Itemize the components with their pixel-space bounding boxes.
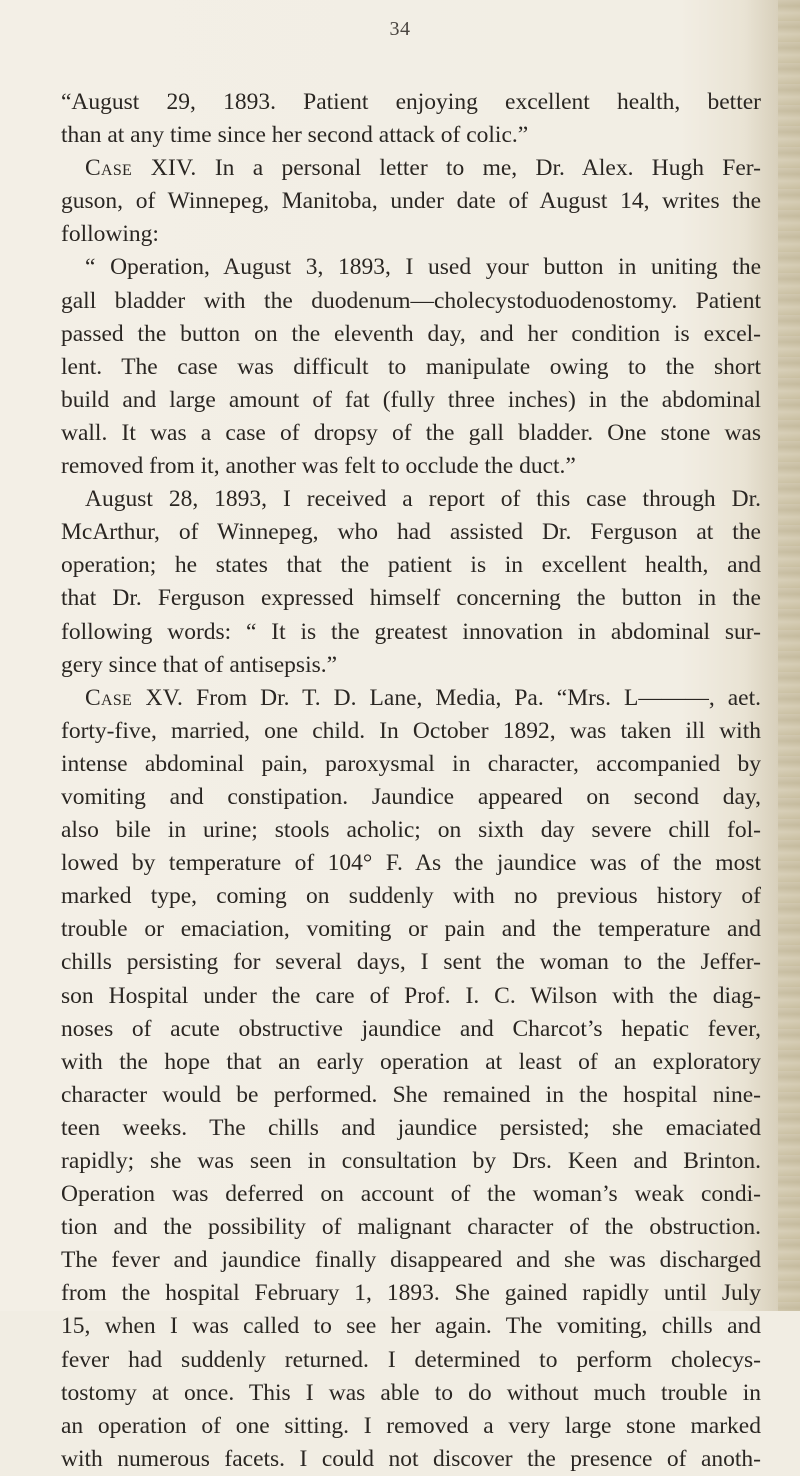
text-line: “ Operation, August 3, 1893, I used your button in uniting the <box>85 254 761 281</box>
text-line: fever had suddenly returned. I determined to perform cholecys- <box>61 1346 761 1373</box>
text-line: tion and the possibility of malignant character of the obstruction. <box>61 1214 761 1241</box>
text-line: that Dr. Ferguson expressed himself concerning the button in the <box>61 585 761 612</box>
text-line <box>61 152 761 185</box>
text-line: also bile in urine; stools acholic; on sixth day severe chill fol- <box>61 817 761 844</box>
text-line: gall bladder with the duodenum—cholecystoduodenostomy. Patient <box>61 287 761 314</box>
text-line: guson, of Winnepeg, Manitoba, under date of August 14, writes the <box>61 188 761 215</box>
body-text <box>61 86 761 1476</box>
text-line: lowed by temperature of 104° F. As the jaundice was of the most <box>61 850 761 877</box>
text-line: wall. It was a case of dropsy of the gall bladder. One stone was <box>61 419 761 446</box>
text-line: noses of acute obstructive jaundice and Charcot’s hepatic fever, <box>61 1015 761 1042</box>
text-line: tostomy at once. This I was able to do without much trouble in <box>61 1379 761 1406</box>
page-number: 34 <box>389 18 411 40</box>
text-line: from the hospital February 1, 1893. She gained rapidly until July <box>61 1280 761 1307</box>
text-line: passed the button on the eleventh day, and her condition is excel- <box>61 320 761 347</box>
text-line: build and large amount of fat (fully three inches) in the abdominal <box>61 386 761 413</box>
case-heading: Case XV. <box>85 684 184 711</box>
text-line: The fever and jaundice finally disappeared and she was discharged <box>61 1247 761 1274</box>
text-line: teen weeks. The chills and jaundice persisted; she emaciated <box>61 1114 761 1141</box>
text-line: following: <box>61 221 159 248</box>
text-line <box>61 682 761 715</box>
text-line: rapidly; she was seen in consultation by Drs. Keen and Brinton. <box>61 1148 761 1174</box>
text-line: lent. The case was difficult to manipulate owing to the short <box>61 353 761 380</box>
text-line-rest: From Dr. T. D. Lane, Media, Pa. “Mrs. L———, aet. <box>183 684 762 711</box>
text-line: an operation of one sitting. I removed a very large stone marked <box>61 1412 761 1439</box>
text-line-rest: In a personal letter to me, Dr. Alex. Hugh Fer- <box>196 155 761 182</box>
text-line: Operation was deferred on account of the woman’s weak condi- <box>61 1181 761 1208</box>
text-line: gery since that of antisepsis.” <box>61 651 338 678</box>
text-line: August 28, 1893, I received a report of this case through Dr. <box>85 486 761 513</box>
text-line: chills persisting for several days, I sent the woman to the Jeffer- <box>61 949 761 976</box>
text-line: marked type, coming on suddenly with no previous history of <box>61 883 761 910</box>
text-line: than at any time since her second attack of colic.” <box>61 122 529 149</box>
text-line: intense abdominal pain, paroxysmal in character, accompanied by <box>61 750 761 777</box>
text-line: vomiting and constipation. Jaundice appeared on second day, <box>61 783 761 810</box>
text-line: trouble or emaciation, vomiting or pain and the temperature and <box>61 916 761 943</box>
text-line: “August 29, 1893. Patient enjoying excellent health, better <box>61 89 761 115</box>
text-line: operation; he states that the patient is in excellent health, and <box>61 552 761 579</box>
text-line: 15, when I was called to see her again. The vomiting, chills and <box>61 1313 761 1340</box>
text-line: with the hope that an early operation at least of an exploratory <box>61 1048 761 1075</box>
page-edge <box>778 0 800 1311</box>
text-line: son Hospital under the care of Prof. I. C. Wilson with the diag- <box>61 982 761 1009</box>
text-line: with numerous facets. I could not discover the presence of anoth- <box>61 1445 761 1472</box>
text-line: following words: “ It is the greatest innovation in abdominal sur- <box>61 618 761 645</box>
text-line: character would be performed. She remained in the hospital nine- <box>61 1081 761 1108</box>
text-line: removed from it, another was felt to occlude the duct.” <box>61 453 576 480</box>
text-line: McArthur, of Winnepeg, who had assisted Dr. Ferguson at the <box>61 519 761 546</box>
text-line: forty-five, married, one child. In October 1892, was taken ill with <box>61 717 761 744</box>
case-heading: Case XIV. <box>85 155 197 182</box>
